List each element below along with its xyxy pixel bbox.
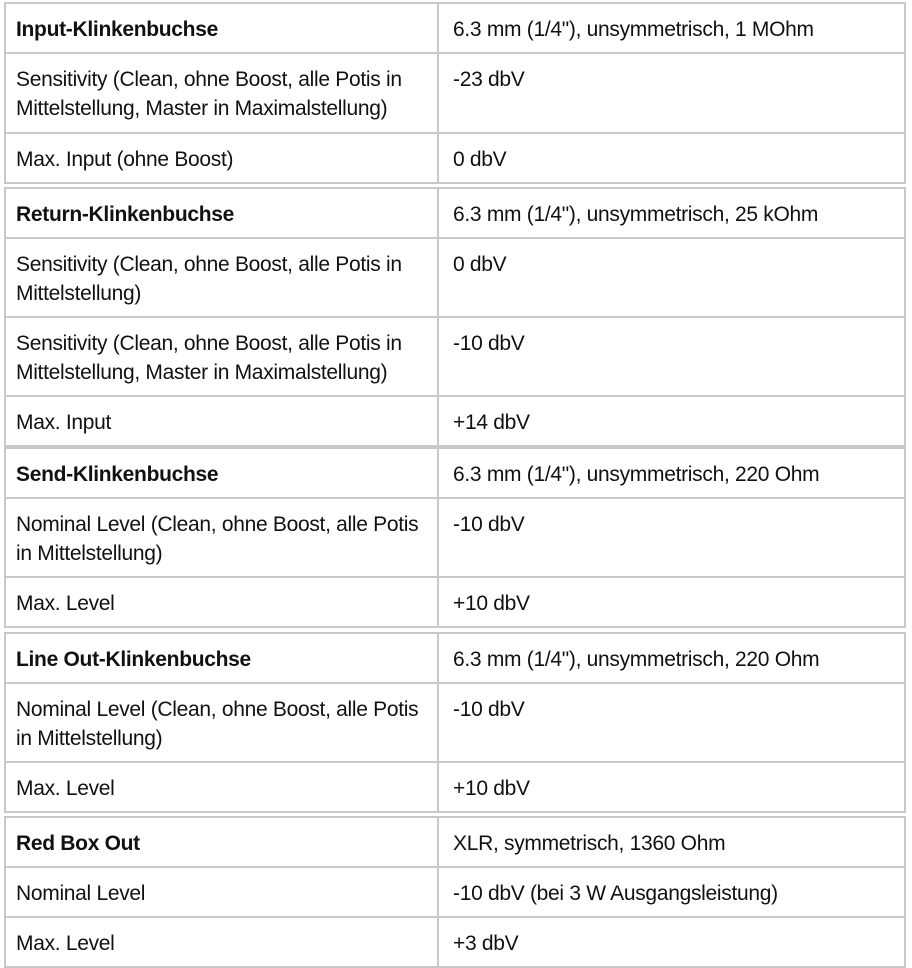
spec-table-input [4,2,906,184]
section-heading: Input-Klinkenbuchse [5,3,438,53]
spec-label: Max. Level [5,577,438,627]
section-heading: Red Box Out [5,817,438,867]
table-row [5,188,905,238]
spec-table-red-box-out [4,816,906,968]
table-row [5,577,905,627]
spec-label: Sensitivity (Clean, ohne Boost, alle Potis in Mittelstellung, Master in Maximalstellung) [5,53,438,133]
table-row [5,133,905,183]
table-row [5,238,905,317]
spec-value: 6.3 mm (1/4"), unsymmetrisch, 25 kOhm [438,188,905,238]
spec-value: -23 dbV [438,53,905,133]
spec-label: Sensitivity (Clean, ohne Boost, alle Potis in Mittelstellung) [5,238,438,317]
spec-label: Nominal Level (Clean, ohne Boost, alle Potis in Mittelstellung) [5,498,438,577]
section-heading: Send-Klinkenbuchse [5,448,438,498]
spec-value: +10 dbV [438,577,905,627]
table-row [5,53,905,133]
spec-value: 6.3 mm (1/4"), unsymmetrisch, 1 MOhm [438,3,905,53]
spec-value: +14 dbV [438,396,905,446]
spec-label: Max. Level [5,917,438,967]
section-heading: Line Out-Klinkenbuchse [5,633,438,683]
table-row [5,3,905,53]
spec-table-line-out [4,632,906,813]
table-row [5,683,905,762]
spec-label: Max. Input (ohne Boost) [5,133,438,183]
section-heading: Return-Klinkenbuchse [5,188,438,238]
spec-value: -10 dbV [438,317,905,396]
spec-value: +3 dbV [438,917,905,967]
spec-value: XLR, symmetrisch, 1360 Ohm [438,817,905,867]
table-row [5,448,905,498]
spec-value: +10 dbV [438,762,905,812]
table-row [5,762,905,812]
spec-label: Sensitivity (Clean, ohne Boost, alle Potis in Mittelstellung, Master in Maximalstellung) [5,317,438,396]
table-row [5,867,905,917]
spec-label: Max. Input [5,396,438,446]
table-row [5,498,905,577]
spec-value: -10 dbV (bei 3 W Ausgangsleistung) [438,867,905,917]
table-row [5,317,905,396]
spec-value: -10 dbV [438,498,905,577]
spec-table-return [4,187,906,447]
spec-value: 6.3 mm (1/4"), unsymmetrisch, 220 Ohm [438,448,905,498]
spec-value: -10 dbV [438,683,905,762]
spec-value: 0 dbV [438,133,905,183]
spec-label: Max. Level [5,762,438,812]
spec-label: Nominal Level (Clean, ohne Boost, alle Potis in Mittelstellung) [5,683,438,762]
spec-table-send [4,447,906,628]
table-row [5,633,905,683]
spec-value: 0 dbV [438,238,905,317]
spec-label: Nominal Level [5,867,438,917]
table-row [5,817,905,867]
spec-value: 6.3 mm (1/4"), unsymmetrisch, 220 Ohm [438,633,905,683]
table-row [5,396,905,446]
